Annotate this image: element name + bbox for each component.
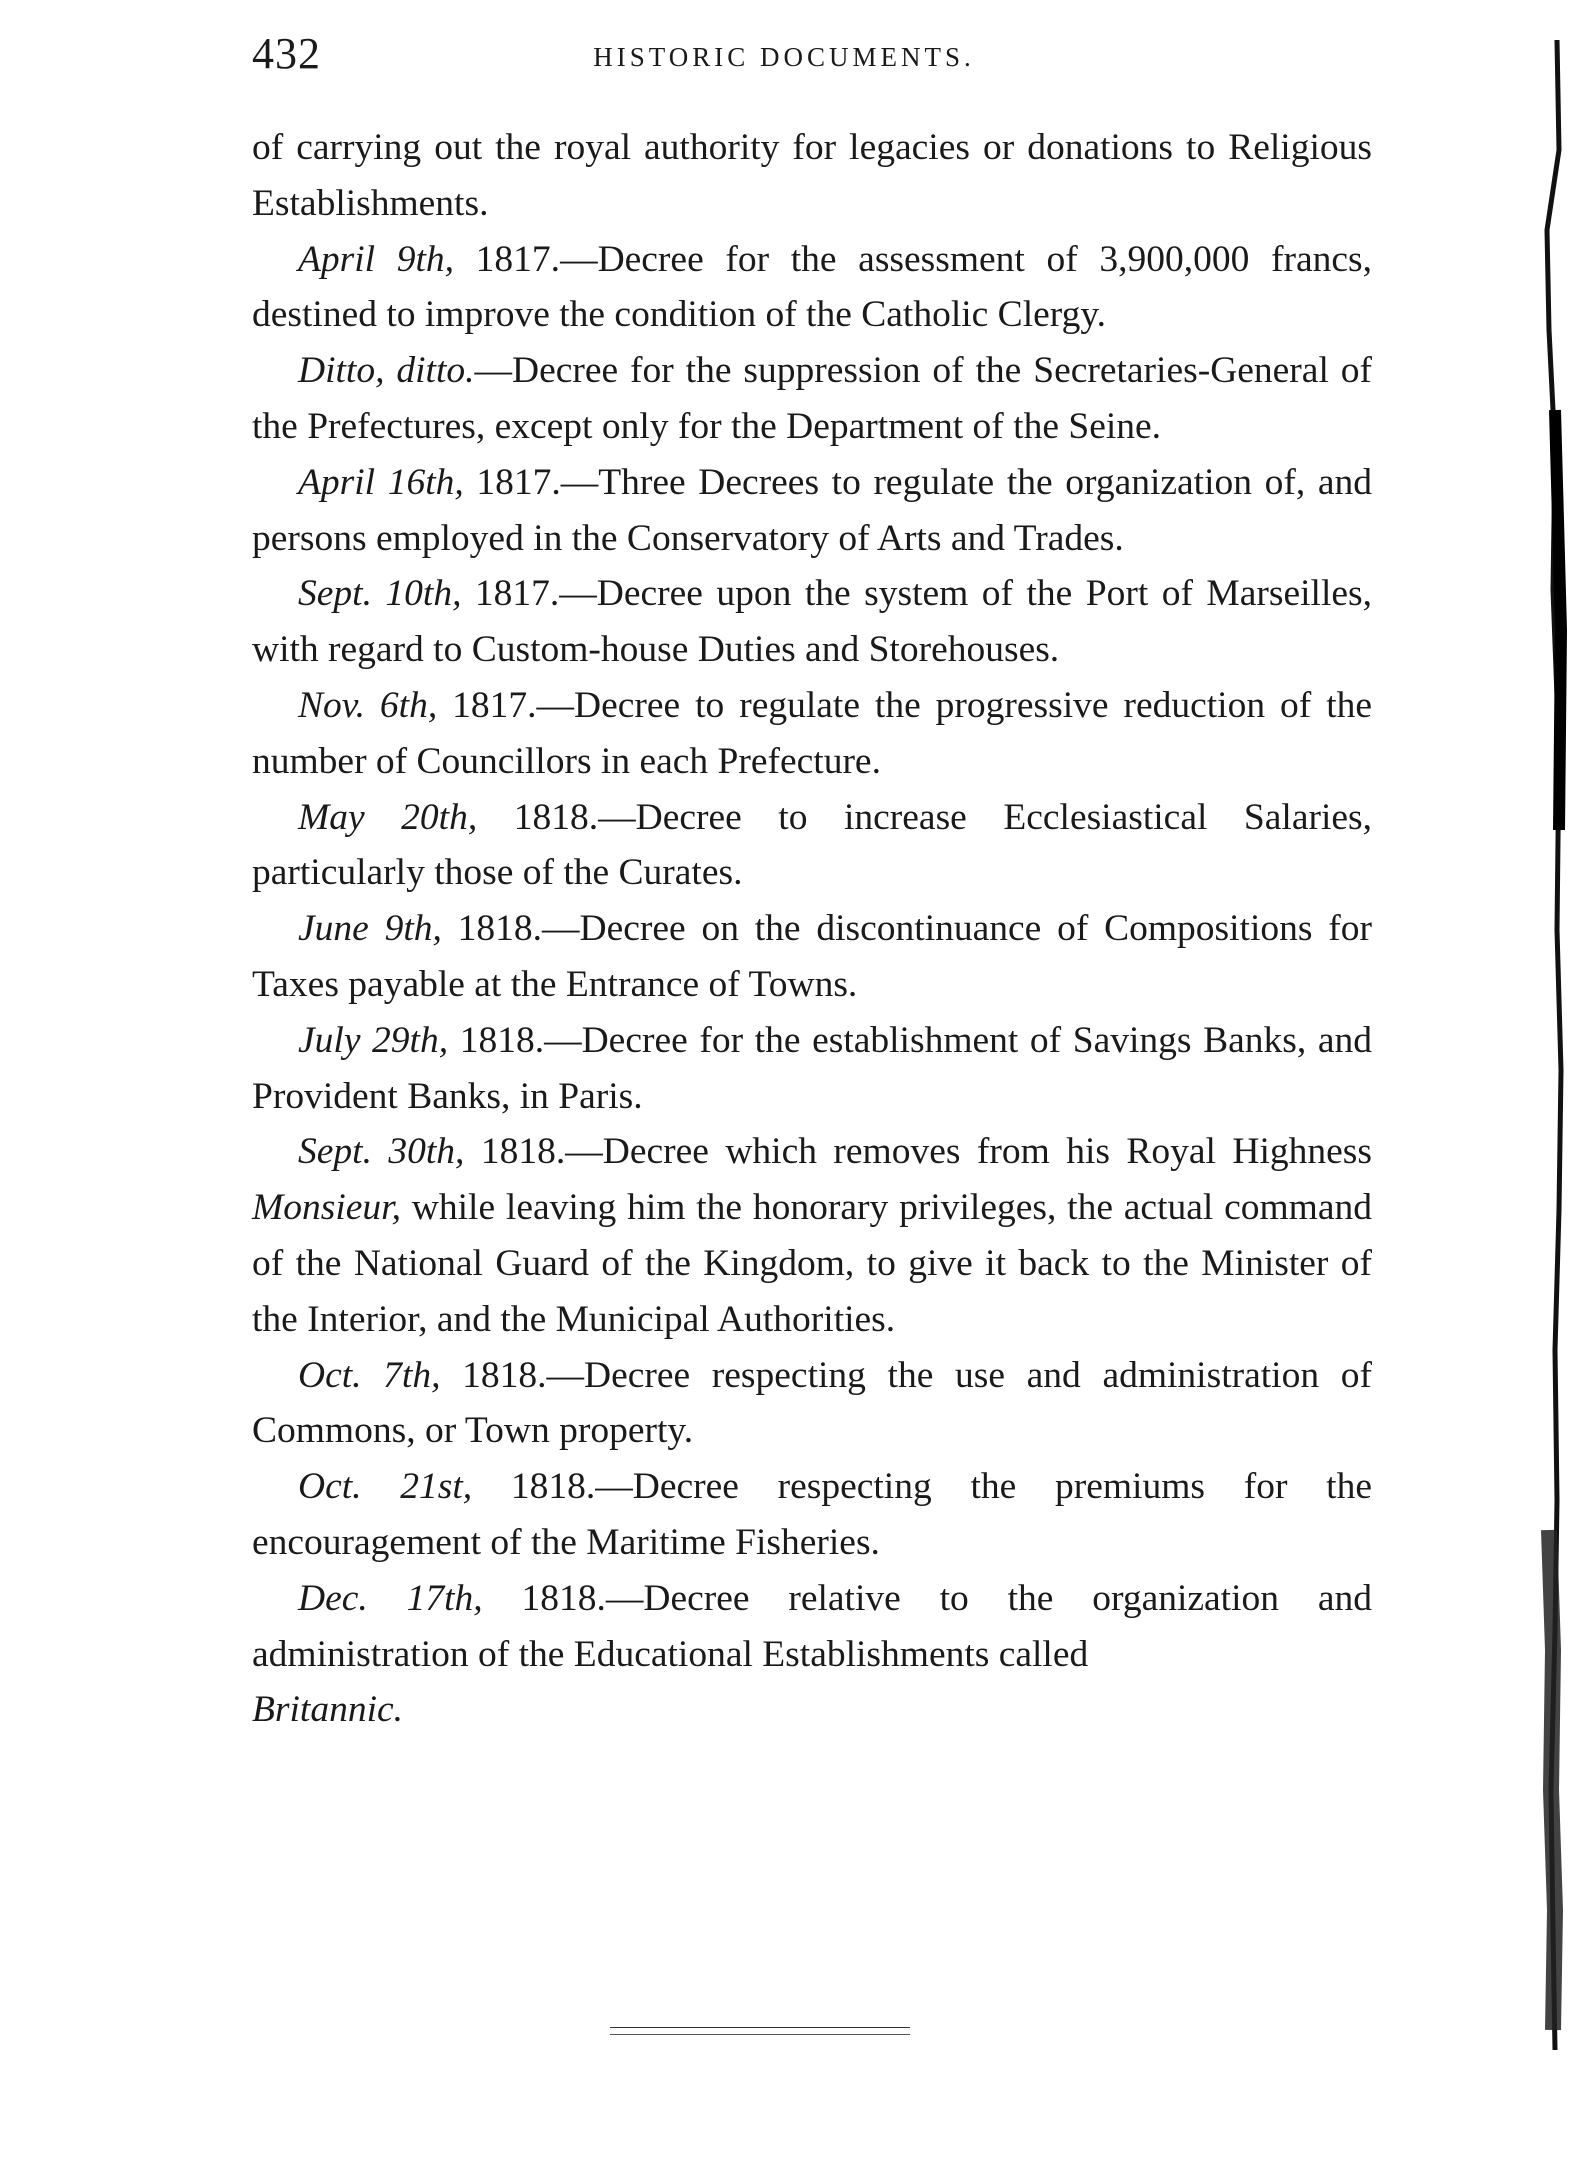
entry-italic-title: Monsieur, [252, 1187, 401, 1229]
entry-date: July 29th, [298, 1019, 449, 1061]
footer-rule [610, 2027, 910, 2028]
intro-paragraph: of carrying out the royal authority for legacies or donations to Religious Establishments. [252, 127, 1372, 224]
entry-date: Oct. 7th, [298, 1354, 441, 1396]
page-header [252, 28, 1376, 88]
decree-entry-may-20 [252, 790, 1372, 902]
entry-text: —Decree for the assessment of 3,900,000 francs, destined to improve the condition of the Catholic Clergy. [252, 238, 1372, 336]
entry-year: 1817. [463, 461, 561, 503]
entry-text-continued: while leaving him the honorary privileges, the actual command of the National Guard of the Kingdom, to give it back to the Minister of the Interior, and the Municipal Authorities. [252, 1187, 1372, 1340]
entry-date: Dec. 17th, [298, 1577, 483, 1619]
decree-entry-july-29 [252, 1013, 1372, 1125]
entry-year: 1818. [464, 1131, 566, 1173]
entry-date: Oct. 21st, [298, 1466, 473, 1508]
entry-text: —Decree relative to the organization and administration of the Educational Establishments called [252, 1577, 1373, 1675]
entry-text: —Decree upon the system of the Port of Marseilles, with regard to Custom-house Duties and Storehouses. [252, 573, 1373, 671]
entry-date: May 20th, [298, 796, 478, 838]
entry-text: —Decree on the discontinuance of Compositions for Taxes payable at the Entrance of Towns. [252, 908, 1372, 1005]
entry-year: 1818. [441, 908, 543, 950]
entry-text: —Decree for the establishment of Savings Banks, and Provident Banks, in Paris. [252, 1019, 1372, 1117]
entry-text: —Decree respecting the use and administration of Commons, or Town property. [252, 1354, 1372, 1452]
entry-year: 1818. [472, 1466, 596, 1508]
document-body [252, 120, 1372, 1738]
entry-date: Sept. 30th, [298, 1131, 465, 1173]
entry-text: —Decree respecting the premiums for the encouragement of the Maritime Fisheries. [252, 1466, 1372, 1563]
entry-year: 1817. [454, 238, 561, 280]
entry-italic-end: Britannic. [252, 1689, 404, 1731]
entry-date: April 16th, [298, 461, 464, 503]
entry-year: 1817. [437, 684, 537, 726]
decree-entry-oct-21 [252, 1459, 1372, 1571]
footer-rule-secondary [610, 2034, 910, 2035]
entry-year: 1818. [440, 1354, 547, 1396]
decree-entry-sept-10 [252, 566, 1372, 678]
entry-date: June 9th, [298, 908, 442, 950]
entry-date: Nov. 6th, [298, 684, 438, 726]
entry-date: Ditto, ditto. [298, 350, 475, 392]
decree-entry-ditto [252, 343, 1372, 455]
decree-entry-april-9 [252, 232, 1372, 344]
decree-entry-june-9 [252, 901, 1372, 1013]
entry-year: 1817. [461, 573, 560, 615]
decree-entry-nov-6 [252, 678, 1372, 790]
running-head: HISTORIC DOCUMENTS. [593, 42, 975, 72]
entry-year: 1818. [448, 1019, 545, 1061]
entry-text: —Decree which removes from his Royal Highness [565, 1131, 1372, 1173]
binding-shadow [1535, 30, 1575, 2070]
entry-text: —Decree to increase Ecclesiastical Salaries, particularly those of the Curates. [252, 796, 1372, 894]
page-number: 432 [252, 29, 321, 78]
decree-entry-sept-30 [252, 1124, 1372, 1347]
decree-entry-oct-7 [252, 1348, 1372, 1460]
entry-date: April 9th, [298, 238, 455, 280]
entry-date: Sept. 10th, [298, 573, 462, 615]
entry-year: 1818. [477, 796, 599, 838]
decree-entry-april-16 [252, 455, 1372, 567]
entry-year: 1818. [482, 1577, 606, 1619]
entry-text: —Decree to regulate the progressive reduction of the number of Councillors in each Prefecture. [252, 684, 1373, 782]
entry-text: —Three Decrees to regulate the organization of, and persons employed in the Conservatory of Arts and Trades. [252, 461, 1372, 559]
entry-text: —Decree for the suppression of the Secretaries-General of the Prefectures, except only for the Department of the Seine. [252, 350, 1372, 447]
decree-entry-dec-17 [252, 1571, 1372, 1738]
